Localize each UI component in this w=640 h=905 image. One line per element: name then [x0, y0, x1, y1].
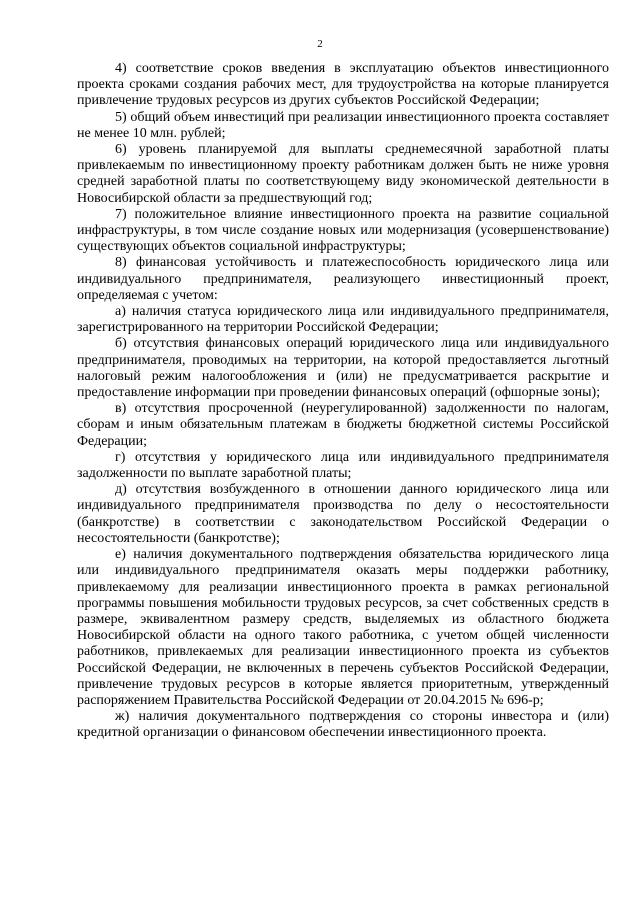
- paragraph-subitem-v: в) отсутствия просроченной (неурегулированной) задолженности по налогам, сборам и иным обязательным платежам в бюджеты бюджетной системы Российской Федерации;: [77, 401, 609, 449]
- paragraph-subitem-g: г) отсутствия у юридического лица или индивидуального предпринимателя задолженности по выплате заработной платы;: [77, 449, 609, 482]
- paragraph-subitem-a: а) наличия статуса юридического лица или индивидуального предпринимателя, зарегистрированного на территории Российской Федерации;: [77, 304, 609, 336]
- document-body: [77, 61, 609, 742]
- page-number: 2: [317, 38, 323, 50]
- paragraph-item-4: 4) соответствие сроков введения в эксплуатацию объектов инвестиционного проекта сроками создания рабочих мест, для трудоустройства на которые планируется привлечение трудовых ресурсов из других субъектов Российской Федерации;: [77, 61, 609, 109]
- paragraph-item-8: 8) финансовая устойчивость и платежеспособность юридического лица или индивидуального предпринимателя, реализующего инвестиционный проект, определяемая с учетом:: [77, 255, 609, 303]
- paragraph-subitem-zh: ж) наличия документального подтверждения со стороны инвестора и (или) кредитной организации о финансовом обеспечении инвестиционного проекта.: [77, 709, 609, 741]
- paragraph-subitem-b: б) отсутствия финансовых операций юридического лица или индивидуального предпринимателя, проводимых на территории, на которой предоставляется льготный налоговый режим налогообложения и (или) не предусматривается раскрытие и предоставление информации при проведении финансовых операций (офшорные зоны);: [77, 336, 609, 401]
- paragraph-subitem-d: д) отсутствия возбужденного в отношении данного юридического лица или индивидуального предпринимателя производства по делу о несостоятельности (банкротстве) в соответствии с законодательством Российской Федерации о несостоятельности (банкротстве);: [77, 482, 609, 546]
- paragraph-subitem-e: е) наличия документального подтверждения обязательства юридического лица или индивидуального предпринимателя оказать меры поддержки работнику, привлекаемому для реализации инвестиционного проекта в рамках региональной программы повышения мобильности трудовых ресурсов, за счет собственных средств в размере, эквивалентном размеру средств, выделяемых из областного бюджета Новосибирской области на одного такого работника, с учетом общей численности работников, привлекаемых для реализации инвестиционного проекта из субъектов Российской Федерации, не включенных в перечень субъектов Российской Федерации, привлечение трудовых ресурсов в которые является приоритетным, утвержденный распоряжением Правительства Российской Федерации от 20.04.2015 № 696-р;: [77, 547, 609, 708]
- paragraph-item-7: 7) положительное влияние инвестиционного проекта на развитие социальной инфраструктуры, в том числе создание новых или модернизация (усовершенствование) существующих объектов социальной инфраструктуры;: [77, 206, 609, 255]
- paragraph-item-6: 6) уровень планируемой для выплаты среднемесячной заработной платы привлекаемым по инвестиционному проекту работникам должен быть не ниже уровня средней заработной платы по соответствующему виду экономической деятельности в Новосибирской области за предшествующий год;: [77, 142, 609, 206]
- paragraph-item-5: 5) общий объем инвестиций при реализации инвестиционного проекта составляет не менее 10 млн. рублей;: [77, 109, 609, 141]
